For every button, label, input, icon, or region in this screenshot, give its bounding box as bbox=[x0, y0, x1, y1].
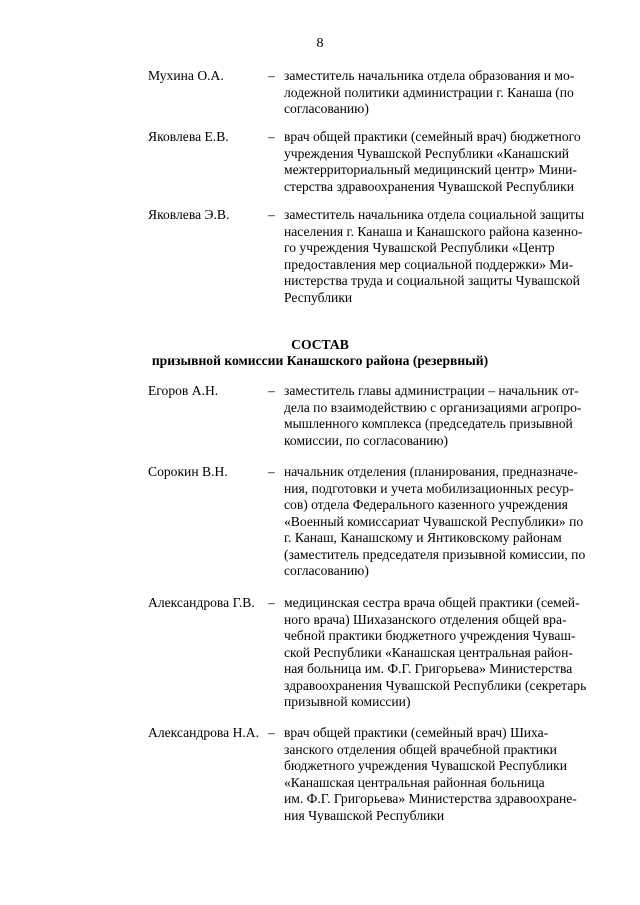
member-role: заместитель начальника отдела образования и мо- лодежной политики администрации г. Канаша (по согласованию) bbox=[284, 68, 575, 116]
member-entry bbox=[148, 383, 598, 449]
member-name: Егоров А.Н. bbox=[148, 383, 219, 398]
member-role: начальник отделения (планирования, предназначе- ния, подготовки и учета мобилизационных ресур- сов) отдела Федерального казенного учреждения «Военный комиссариат Чувашской Республики» по г. Канаш, Канашскому и Янтиковскому районам (заместитель председателя призывной комиссии, по согласованию) bbox=[284, 464, 586, 578]
member-role: врач общей практики (семейный врач) бюджетного учреждения Чувашской Республики «Канашский межтерриториальный медицинский центр» Мини- стерства здравоохранения Чувашской Республики bbox=[284, 129, 581, 194]
member-role: врач общей практики (семейный врач) Шиха- занского отделения общей врачебной практики бюджетного учреждения Чувашской Республики «Канашская центральная районная больница им. Ф.Г. Григорьева» Министерства здравоохране- ния Чувашской Республики bbox=[284, 725, 577, 823]
member-name: Александрова Н.А. bbox=[148, 725, 260, 740]
member-dash: – bbox=[268, 464, 275, 479]
member-name: Александрова Г.В. bbox=[148, 595, 255, 610]
member-role: заместитель главы администрации – начальник от- дела по взаимодействию с организациями агропро- мышленного комплекса (председатель призывной комиссии, по согласованию) bbox=[284, 383, 582, 448]
member-entry bbox=[148, 595, 598, 711]
member-dash: – bbox=[268, 68, 275, 83]
member-entry bbox=[148, 129, 598, 195]
member-name: Сорокин В.Н. bbox=[148, 464, 228, 479]
section-subtitle: призывной комиссии Канашского района (резервный) bbox=[151, 353, 489, 368]
member-dash: – bbox=[268, 725, 275, 740]
member-name: Яковлева Е.В. bbox=[148, 129, 229, 144]
member-dash: – bbox=[268, 207, 275, 222]
page-number: 8 bbox=[316, 36, 324, 51]
member-entry bbox=[148, 207, 598, 306]
member-name: Яковлева Э.В. bbox=[148, 207, 230, 222]
section-title: СОСТАВ bbox=[291, 337, 349, 352]
member-dash: – bbox=[268, 595, 275, 610]
member-dash: – bbox=[268, 383, 275, 398]
member-dash: – bbox=[268, 129, 275, 144]
member-name: Мухина О.А. bbox=[148, 68, 224, 83]
member-role: заместитель начальника отдела социальной защиты населения г. Канаша и Канашского района казенно- го учреждения Чувашской Республики «Центр предоставления мер социальной поддержки» Ми- нистерства труда и социальной защиты Чувашской Республики bbox=[284, 207, 585, 305]
member-role: медицинская сестра врача общей практики (семей- ного врача) Шихазанского отделения общей вра- чебной практики бюджетного учреждения Чуваш- ской Республики «Канашская центральная район- ная больница им. Ф.Г. Григорьева» Министерства здравоохранения Чувашской Республики (секретарь призывной комиссии) bbox=[284, 595, 587, 709]
member-entry bbox=[148, 464, 598, 580]
member-entry bbox=[148, 725, 598, 824]
member-entry bbox=[148, 68, 598, 118]
